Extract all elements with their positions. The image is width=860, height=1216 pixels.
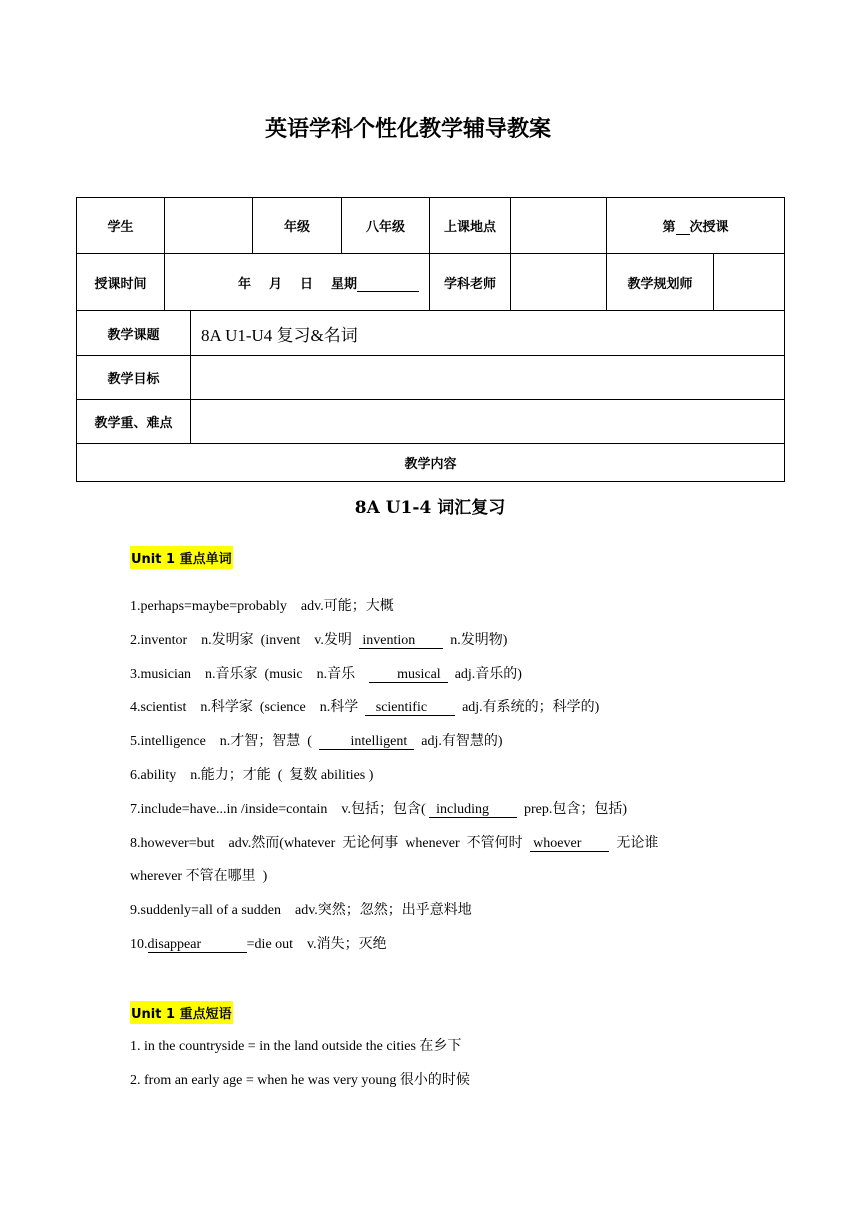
time-label: 授课时间 xyxy=(77,254,165,311)
word-item xyxy=(130,835,658,853)
word-item-text: =die out v.消失；灭绝 xyxy=(246,937,387,952)
year-label: 年 xyxy=(237,276,251,292)
word-item xyxy=(130,868,267,886)
goal-field[interactable] xyxy=(191,356,785,400)
key-points-label: 教学重、难点 xyxy=(77,400,191,444)
word-item-text: 5.intelligence n.才智；智慧 ( xyxy=(130,734,319,749)
planner-label: 教学规划师 xyxy=(607,254,714,311)
word-item xyxy=(130,801,627,819)
grade-value: 八年级 xyxy=(342,198,430,254)
teacher-field[interactable] xyxy=(511,254,607,311)
document-title: 英语学科个性化教学辅导教案 xyxy=(264,117,551,142)
lesson-content-table xyxy=(76,310,785,482)
word-item xyxy=(130,767,373,785)
word-item-text: 无论谁 xyxy=(609,836,659,851)
word-item-text: adj.有系统的；科学的) xyxy=(455,700,600,715)
section-title: 8A U1-4 词汇复习 xyxy=(354,498,506,518)
goal-label: 教学目标 xyxy=(77,356,191,400)
lesson-number xyxy=(607,198,785,254)
key-points-field[interactable] xyxy=(191,400,785,444)
answer-blank[interactable]: disappear xyxy=(147,937,247,952)
word-item xyxy=(130,666,522,684)
word-item xyxy=(130,902,472,920)
word-item-text: 3.musician n.音乐家 (music n.音乐 xyxy=(130,667,370,682)
word-item-text: 1.perhaps=maybe=probably adv.可能；大概 xyxy=(130,599,394,614)
word-item xyxy=(130,632,507,650)
word-item-text: 4.scientist n.科学家 (science n.科学 xyxy=(130,700,366,715)
answer-blank[interactable]: invention xyxy=(358,633,444,648)
lesson-number-blank[interactable] xyxy=(676,220,690,235)
planner-field[interactable] xyxy=(714,254,785,311)
phrase-item: 1. in the countryside = in the land outside the cities 在乡下 xyxy=(130,1039,462,1054)
word-item xyxy=(130,699,599,717)
lesson-number-prefix: 第 xyxy=(662,220,676,235)
word-item-text: 7.include=have...in /inside=contain v.包括；包含( xyxy=(130,802,430,817)
time-field xyxy=(165,254,430,311)
word-item xyxy=(130,936,387,954)
word-item xyxy=(130,598,394,616)
word-item-text: 2.inventor n.发明家 (invent v.发明 xyxy=(130,633,359,648)
topic-value: 8A U1-U4 复习&名词 xyxy=(191,311,785,356)
unit1-words-heading: Unit 1 重点单词 xyxy=(130,546,233,569)
word-item-text: 6.ability n.能力；才能 ( 复数 abilities ) xyxy=(130,768,374,783)
phrase-item: 2. from an early age = when he was very young 很小的时候 xyxy=(130,1073,470,1088)
word-item-text: wherever 不管在哪里 ) xyxy=(130,869,268,884)
answer-blank[interactable]: including xyxy=(429,802,517,817)
teacher-label: 学科老师 xyxy=(430,254,511,311)
weekday-blank[interactable] xyxy=(357,277,419,292)
grade-label: 年级 xyxy=(253,198,342,254)
word-item-text: 10. xyxy=(130,937,148,952)
location-field[interactable] xyxy=(511,198,607,254)
answer-blank[interactable]: musical xyxy=(369,667,448,682)
month-label: 月 xyxy=(268,276,282,292)
answer-blank[interactable]: scientific xyxy=(365,700,456,715)
word-item-text: adj.有智慧的) xyxy=(414,734,503,749)
day-label: 日 xyxy=(299,276,313,292)
word-item-text: prep.包含；包括) xyxy=(517,802,628,817)
unit1-phrases-heading: Unit 1 重点短语 xyxy=(130,1001,233,1024)
weekday-label: 星期 xyxy=(330,276,357,292)
topic-label: 教学课题 xyxy=(77,311,191,356)
student-label: 学生 xyxy=(77,198,165,254)
word-item-text: adj.音乐的) xyxy=(447,667,522,682)
word-item-text: n.发明物) xyxy=(443,633,508,648)
content-label: 教学内容 xyxy=(77,444,785,482)
lesson-info-table xyxy=(76,197,785,311)
answer-blank[interactable]: whoever xyxy=(529,836,610,851)
lesson-number-suffix: 次授课 xyxy=(689,220,729,235)
word-item xyxy=(130,733,503,751)
word-item-text: 8.however=but adv.然而(whatever 无论何事 whenever 不管何时 xyxy=(130,836,530,851)
answer-blank[interactable]: intelligent xyxy=(318,734,415,749)
location-label: 上课地点 xyxy=(430,198,511,254)
word-item-text: 9.suddenly=all of a sudden adv.突然；忽然；出乎意料地 xyxy=(130,903,472,918)
student-field[interactable] xyxy=(165,198,253,254)
